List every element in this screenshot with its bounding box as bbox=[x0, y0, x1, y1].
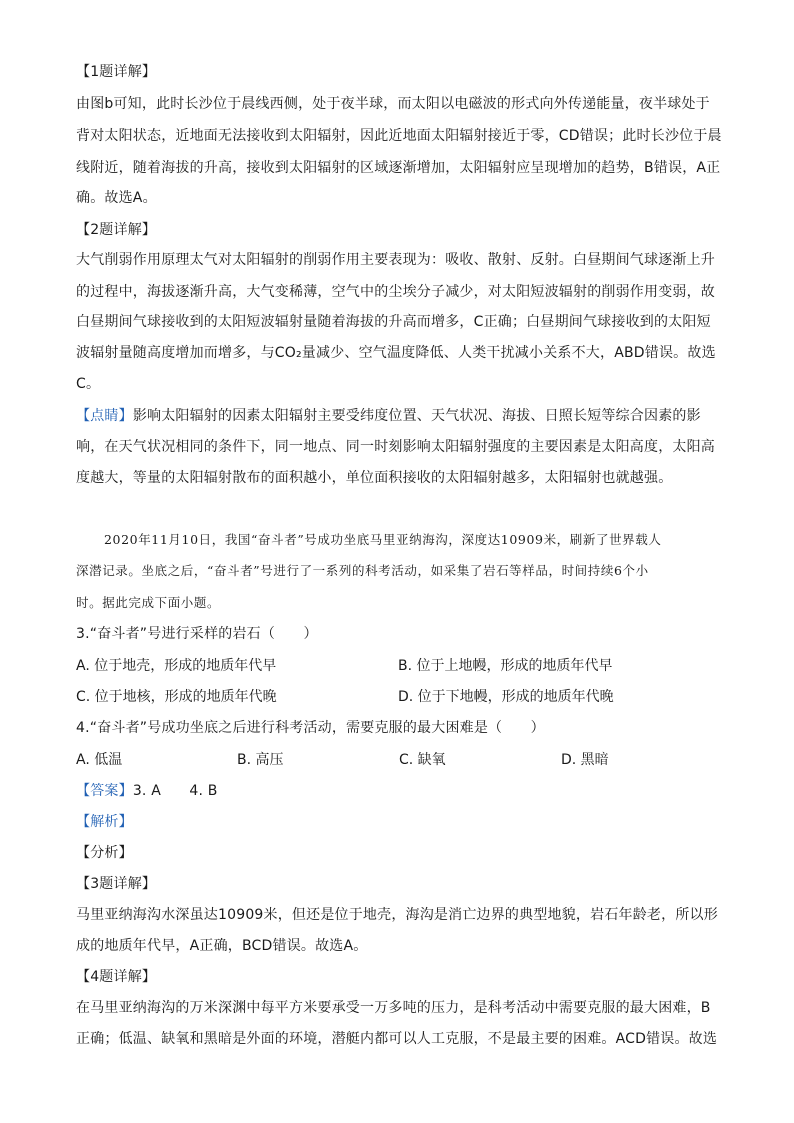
q3-detail-line-1: 马里亚纳海沟水深虽达10909米，但还是位于地壳，海沟是消亡边界的典型地貌，岩石年龄老，所以形 bbox=[76, 907, 718, 923]
note-line-2: 响，在天气状况相同的条件下，同一地点、同一时刻影响太阳辐射强度的主要因素是太阳高度，太阳高 bbox=[76, 439, 715, 455]
q4-detail-heading: 【4题详解】 bbox=[76, 969, 157, 985]
fenxi-tag: 【分析】 bbox=[76, 845, 133, 861]
note-tag: 【点睛】 bbox=[76, 408, 133, 424]
note-line-3: 度越大，等量的太阳辐射散布的面积越小，单位面积接收的太阳辐射越多，太阳辐射也就越强。 bbox=[76, 470, 673, 486]
q2-line-1: 大气削弱作用原理太气对太阳辐射的削弱作用主要表现为：吸收、散射、反射。白昼期间气球逐渐上升 bbox=[76, 252, 715, 268]
q3-stem: 3.“奋斗者”号进行采样的岩石（ ） bbox=[76, 626, 318, 642]
q1-line-1: 由图b可知，此时长沙位于晨线西侧，处于夜半球，而太阳以电磁波的形式向外传递能量，夜半球处于 bbox=[76, 96, 710, 112]
answer-text: 3. A 4. B bbox=[132, 783, 218, 799]
passage-line-2: 深潜记录。坐底之后，“奋斗者”号进行了一系列的科考活动，如采集了岩石等样品，时间持续6个小 bbox=[76, 563, 649, 578]
passage-line-1: 2020年11月10日，我国“奋斗者”号成功坐底马里亚纳海沟，深度达10909米，刷新了世界载人 bbox=[104, 532, 662, 547]
q1-line-2: 背对太阳状态，近地面无法接收到太阳辐射，因此近地面太阳辐射接近于零，CD错误；此时长沙位于晨 bbox=[76, 128, 722, 144]
answer-line bbox=[76, 781, 720, 801]
note-line-1-text: 影响太阳辐射的因素太阳辐射主要受纬度位置、天气状况、海拔、日照长短等综合因素的影 bbox=[132, 408, 701, 424]
q2-line-5: C。 bbox=[76, 376, 101, 392]
q2-line-4: 波辐射量随高度增加而增多，与CO₂量减少、空气温度降低、人类干扰减小关系不大，ABD错误。故选 bbox=[76, 345, 716, 361]
q4-stem: 4.“奋斗者”号成功坐底之后进行科考活动，需要克服的最大困难是（ ） bbox=[76, 720, 545, 736]
q2-heading: 【2题详解】 bbox=[76, 222, 157, 238]
q4-option-c: C. 缺氧 bbox=[399, 752, 446, 768]
q3-option-c: C. 位于地核，形成的地质年代晚 bbox=[76, 689, 277, 705]
q1-heading: 【1题详解】 bbox=[76, 64, 157, 80]
q4-detail-line-2: 正确；低温、缺氧和黑暗是外面的环境，潜艇内都可以人工克服，不是最主要的困难。ACD错误。故选 bbox=[76, 1031, 718, 1047]
q2-line-2: 的过程中，海拔逐渐升高，大气变稀薄，空气中的尘埃分子减少，对太阳短波辐射的削弱作用变弱，故 bbox=[76, 284, 715, 300]
q3-option-d: D. 位于下地幔，形成的地质年代晚 bbox=[398, 689, 614, 705]
note-line-1 bbox=[76, 406, 720, 426]
q4-option-b: B. 高压 bbox=[237, 752, 284, 768]
q4-option-d: D. 黑暗 bbox=[561, 752, 609, 768]
q3-option-b: B. 位于上地幔，形成的地质年代早 bbox=[398, 658, 613, 674]
q4-detail-line-1: 在马里亚纳海沟的万米深渊中每平方米要承受一万多吨的压力，是科考活动中需要克服的最大困难，B bbox=[76, 1000, 711, 1016]
q2-line-3: 白昼期间气球接收到的太阳短波辐射量随着海拔的升高而增多，C正确；白昼期间气球接收到的太阳短 bbox=[76, 314, 711, 330]
q4-option-a: A. 低温 bbox=[76, 752, 123, 768]
q1-line-3: 线附近，随着海拔的升高，接收到太阳辐射的区域逐渐增加，太阳辐射应呈现增加的趋势，B错误，A正 bbox=[76, 160, 721, 176]
analysis-tag: 【解析】 bbox=[76, 814, 133, 830]
q3-detail-line-2: 成的地质年代早，A正确，BCD错误。故选A。 bbox=[76, 938, 368, 954]
passage-line-3: 时。据此完成下面小题。 bbox=[76, 595, 221, 610]
q3-option-a: A. 位于地壳，形成的地质年代早 bbox=[76, 658, 277, 674]
answer-tag: 【答案】 bbox=[76, 783, 133, 799]
q3-detail-heading: 【3题详解】 bbox=[76, 876, 157, 892]
q1-line-4: 确。故选A。 bbox=[76, 190, 157, 206]
